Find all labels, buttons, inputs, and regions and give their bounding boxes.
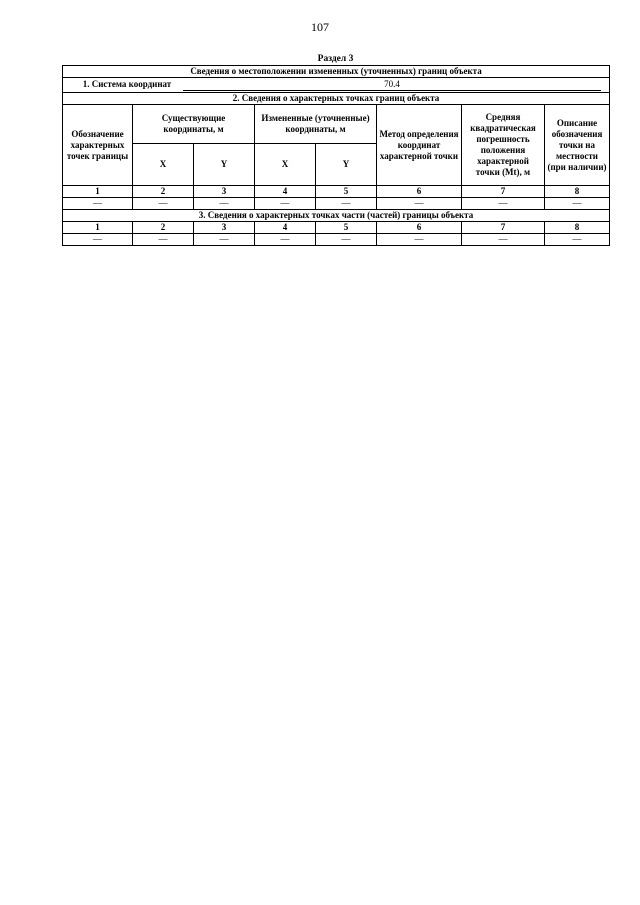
table-cell: — — [133, 234, 194, 246]
coord-system-label: 1. Система координат — [82, 79, 172, 89]
table-cell: — — [462, 234, 545, 246]
table-title-row — [63, 66, 610, 78]
column-number: 5 — [316, 222, 377, 234]
table-cell: — — [377, 198, 462, 210]
header-mean-error: Средняя квадратическая погрешность положения характерной точки (Mt), м — [462, 105, 545, 186]
column-number: 1 — [63, 186, 133, 198]
column-number: 8 — [545, 186, 610, 198]
section2-title: 2. Сведения о характерных точках границ объекта — [63, 93, 610, 105]
column-number-row — [63, 222, 610, 234]
column-number: 2 — [133, 222, 194, 234]
column-number: 2 — [133, 186, 194, 198]
table-cell: — — [63, 234, 133, 246]
section-title: Раздел 3 — [317, 54, 354, 64]
header-description: Описание обозначения точки на местности (при наличии) — [545, 105, 610, 186]
header-changed-x: X — [255, 144, 316, 186]
table-cell: — — [63, 198, 133, 210]
header-existing-y: Y — [194, 144, 255, 186]
header-changed-y: Y — [316, 144, 377, 186]
coord-system-value: 70.4 — [183, 79, 601, 91]
table-cell: — — [316, 198, 377, 210]
table-cell: — — [316, 234, 377, 246]
column-number: 5 — [316, 186, 377, 198]
header-row-1 — [63, 105, 610, 144]
coord-system-row — [63, 78, 610, 93]
header-point-designation: Обозначение характерных точек границы — [63, 105, 133, 186]
column-number: 6 — [377, 186, 462, 198]
column-number: 6 — [377, 222, 462, 234]
table-cell: — — [377, 234, 462, 246]
table-row — [63, 234, 610, 246]
table-cell: — — [255, 234, 316, 246]
column-number: 4 — [255, 186, 316, 198]
header-existing-coords: Существующие координаты, м — [133, 105, 255, 144]
header-method: Метод определения координат характерной точки — [377, 105, 462, 186]
table-cell: — — [194, 234, 255, 246]
column-number: 3 — [194, 186, 255, 198]
header-existing-x: X — [133, 144, 194, 186]
column-number: 8 — [545, 222, 610, 234]
section3-title: 3. Сведения о характерных точках части (частей) границы объекта — [63, 210, 610, 222]
section2-title-row — [63, 93, 610, 105]
column-number: 1 — [63, 222, 133, 234]
table-row — [63, 198, 610, 210]
table-cell: — — [462, 198, 545, 210]
column-number: 4 — [255, 222, 316, 234]
table-cell: — — [133, 198, 194, 210]
page-number: 107 — [311, 20, 329, 34]
column-number: 3 — [194, 222, 255, 234]
column-number: 7 — [462, 222, 545, 234]
table-cell: — — [255, 198, 316, 210]
table-cell: — — [545, 234, 610, 246]
column-number-row — [63, 186, 610, 198]
table-title: Сведения о местоположении измененных (уточненных) границ объекта — [63, 66, 610, 78]
table-cell: — — [194, 198, 255, 210]
column-number: 7 — [462, 186, 545, 198]
section3-title-row — [63, 210, 610, 222]
header-changed-coords: Измененные (уточненные) координаты, м — [255, 105, 377, 144]
table-cell: — — [545, 198, 610, 210]
boundary-table — [62, 65, 610, 246]
